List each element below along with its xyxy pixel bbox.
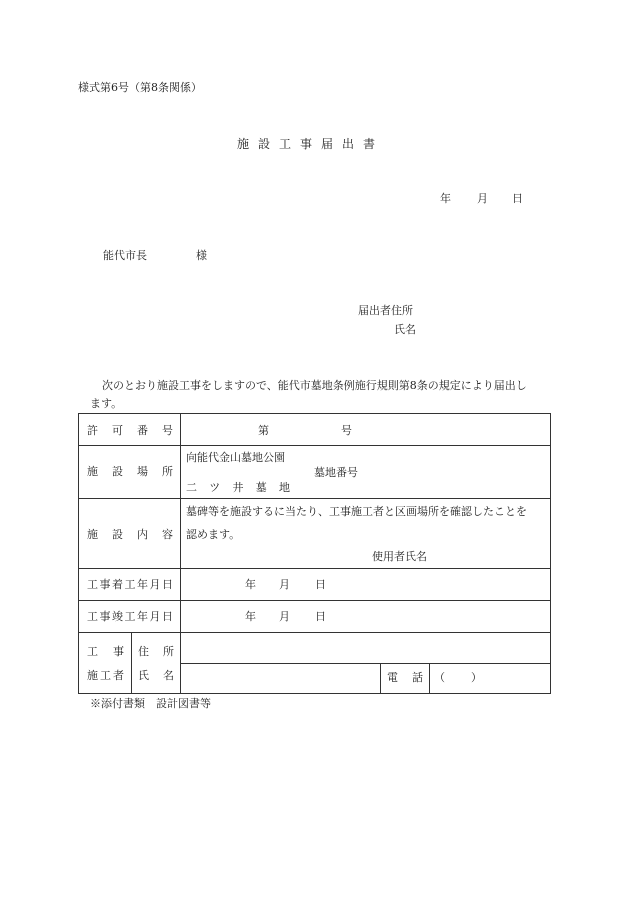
contractor-name-label: 氏 名 — [138, 669, 174, 682]
contractor-address-label: 住 所 — [138, 645, 174, 658]
addressee-honorific: 様 — [196, 249, 207, 262]
end-month-label: 月 — [279, 610, 290, 623]
permit-number-prefix: 第 — [258, 424, 269, 437]
phone-paren-close: ） — [471, 671, 482, 684]
intro-text-line1: 次のとおり施設工事をしますので、能代市墓地条例施行規則第8条の規定により届出し — [102, 379, 527, 392]
contractor-label-bottom: 施 工 者 — [87, 669, 124, 682]
attachment-note: ※添付書類 設計図書等 — [90, 697, 211, 710]
start-day-label: 日 — [315, 578, 326, 591]
form-title: 施設工事届出書 — [237, 137, 385, 151]
applicant-name-label: 氏名 — [394, 323, 416, 336]
user-name-label: 使用者氏名 — [372, 550, 427, 563]
start-year-label: 年 — [245, 578, 256, 591]
end-day-label: 日 — [315, 610, 326, 623]
cemetery-option-kanayama: 向能代金山墓地公園 — [186, 451, 285, 464]
date-month-label: 月 — [477, 192, 488, 205]
form-number: 様式第6号（第8条関係） — [78, 81, 202, 94]
application-table — [78, 413, 551, 694]
phone-paren-open: （ — [434, 671, 445, 684]
date-day-label: 日 — [512, 192, 523, 205]
permit-number-label: 許 可 番 号 — [87, 424, 173, 437]
content-confirmation-line1: 墓碑等を施設するに当たり、工事施工者と区画場所を確認したことを — [186, 505, 527, 518]
facility-content-label: 施 設 内 容 — [87, 528, 173, 541]
construction-start-label: 工 事 着 工 年 月 日 — [87, 578, 173, 591]
content-confirmation-line2: 認めます。 — [186, 528, 241, 541]
date-year-label: 年 — [440, 192, 451, 205]
permit-number-suffix: 号 — [341, 424, 352, 437]
contractor-label-top: 工 事 — [87, 645, 124, 658]
start-month-label: 月 — [279, 578, 290, 591]
addressee-name: 能代市長 — [103, 249, 147, 262]
end-year-label: 年 — [245, 610, 256, 623]
construction-end-label: 工 事 竣 工 年 月 日 — [87, 610, 173, 623]
applicant-address-label: 届出者住所 — [358, 304, 413, 317]
intro-text-line2: ます。 — [90, 397, 123, 410]
facility-location-label: 施 設 場 所 — [87, 465, 173, 478]
plot-number-label: 墓地番号 — [314, 466, 358, 479]
cemetery-option-futatsui: 二 ツ 井 墓 地 — [186, 481, 290, 494]
phone-label: 電 話 — [387, 671, 423, 684]
